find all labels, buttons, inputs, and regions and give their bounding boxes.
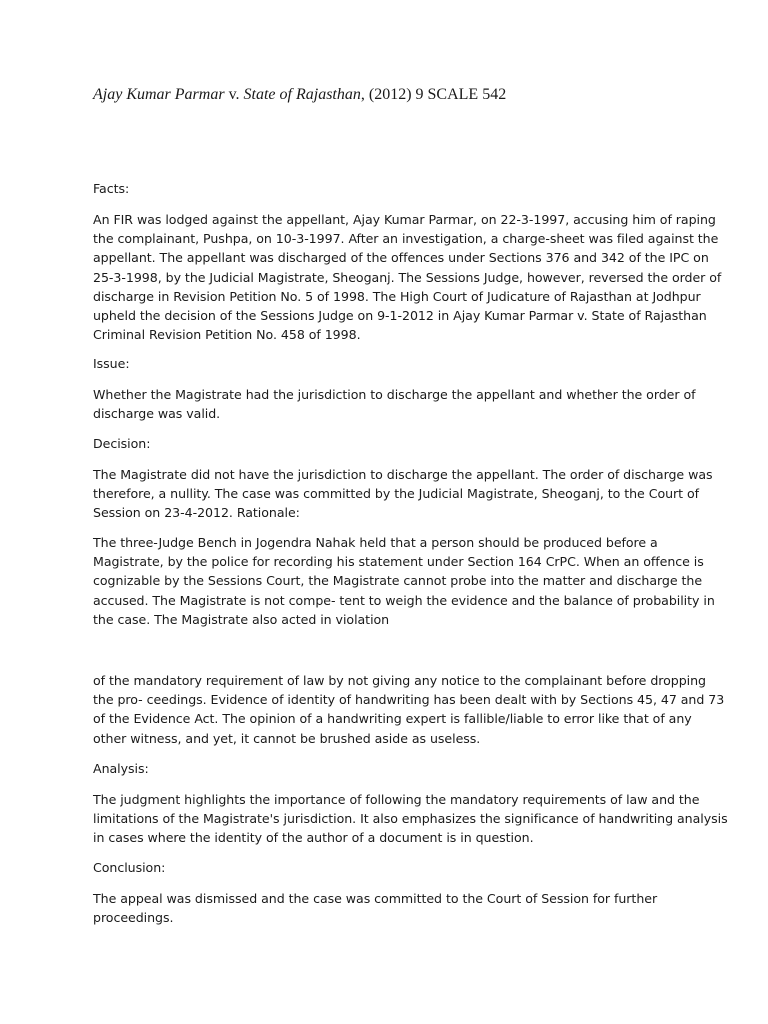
paragraph-line: the case. The Magistrate also acted in violation (93, 611, 390, 627)
case-party-respondent: State of Rajasthan (243, 86, 361, 103)
continuation-paragraph (93, 671, 725, 748)
rationale-paragraph (93, 533, 715, 629)
paragraph-line: An FIR was lodged against the appellant, Ajay Kumar Parmar, on 22-3-1997, accusing him of raping (93, 212, 716, 227)
conclusion-heading: Conclusion: (93, 860, 166, 875)
facts-heading: Facts: (93, 181, 130, 196)
paragraph-line: The appeal was dismissed and the case was committed to the Court of Session for further (93, 891, 658, 906)
paragraph-line: cognizable by the Sessions Court, the Magistrate cannot probe into the matter and discharge the (93, 573, 703, 589)
paragraph-line: 25-3-1998, by the Judicial Magistrate, Sheoganj. The Sessions Judge, however, reversed the order of (93, 269, 722, 285)
paragraph-line: discharge in Revision Petition No. 5 of 1998. The High Court of Judicature of Rajasthan at Jodhpur (93, 288, 701, 304)
paragraph-line: Criminal Revision Petition No. 458 of 1998. (93, 327, 361, 343)
paragraph-line: appellant. The appellant was discharged of the offences under Sections 376 and 342 of the IPC on (93, 250, 709, 266)
issue-heading: Issue: (93, 356, 130, 371)
analysis-heading: Analysis: (93, 761, 149, 776)
paragraph-line: in cases where the identity of the author of a document is in question. (93, 830, 534, 846)
paragraph-line: discharge was valid. (93, 406, 221, 422)
paragraph-line: The three-Judge Bench in Jogendra Nahak held that a person should be produced before a (93, 535, 658, 550)
paragraph-line: Whether the Magistrate had the jurisdiction to discharge the appellant and whether the order of (93, 387, 696, 402)
paragraph-line: The judgment highlights the importance of following the mandatory requirements of law and the (93, 792, 700, 807)
case-versus: v. (224, 86, 244, 103)
paragraph-line: proceedings. (93, 910, 174, 926)
paragraph-line: The Magistrate did not have the jurisdiction to discharge the appellant. The order of discharge was (93, 467, 713, 482)
paragraph-line: Session on 23-4-2012. Rationale: (93, 505, 300, 521)
conclusion-paragraph (93, 889, 693, 927)
case-citation-title (93, 86, 733, 104)
paragraph-line: the pro- ceedings. Evidence of identity of handwriting has been dealt with by Sections 45, 47 and 73 (93, 692, 725, 708)
decision-heading: Decision: (93, 436, 151, 451)
paragraph-line: the complainant, Pushpa, on 10-3-1997. After an investigation, a charge-sheet was filed against the (93, 231, 719, 247)
paragraph-line: of the Evidence Act. The opinion of a handwriting expert is fallible/liable to error like that of any (93, 711, 692, 727)
facts-paragraph (93, 210, 722, 344)
paragraph-line: therefore, a nullity. The case was committed by the Judicial Magistrate, Sheoganj, to the Court of (93, 486, 700, 502)
paragraph-line: Magistrate, by the police for recording his statement under Section 164 CrPC. When an offence is (93, 554, 704, 570)
paragraph-line: of the mandatory requirement of law by not giving any notice to the complainant before dropping (93, 673, 706, 688)
paragraph-line: upheld the decision of the Sessions Judge on 9-1-2012 in Ajay Kumar Parmar v. State of Rajasthan (93, 308, 707, 324)
case-citation: , (2012) 9 SCALE 542 (360, 86, 507, 103)
paragraph-line: other witness, and yet, it cannot be brushed aside as useless. (93, 730, 481, 746)
issue-paragraph (93, 385, 696, 423)
decision-paragraph (93, 465, 713, 523)
paragraph-line: accused. The Magistrate is not compe- tent to weigh the evidence and the balance of probability in (93, 592, 715, 608)
analysis-paragraph (93, 790, 728, 848)
paragraph-line: limitations of the Magistrate's jurisdiction. It also emphasizes the significance of handwriting analysis (93, 811, 728, 827)
case-party-appellant: Ajay Kumar Parmar (93, 86, 225, 103)
